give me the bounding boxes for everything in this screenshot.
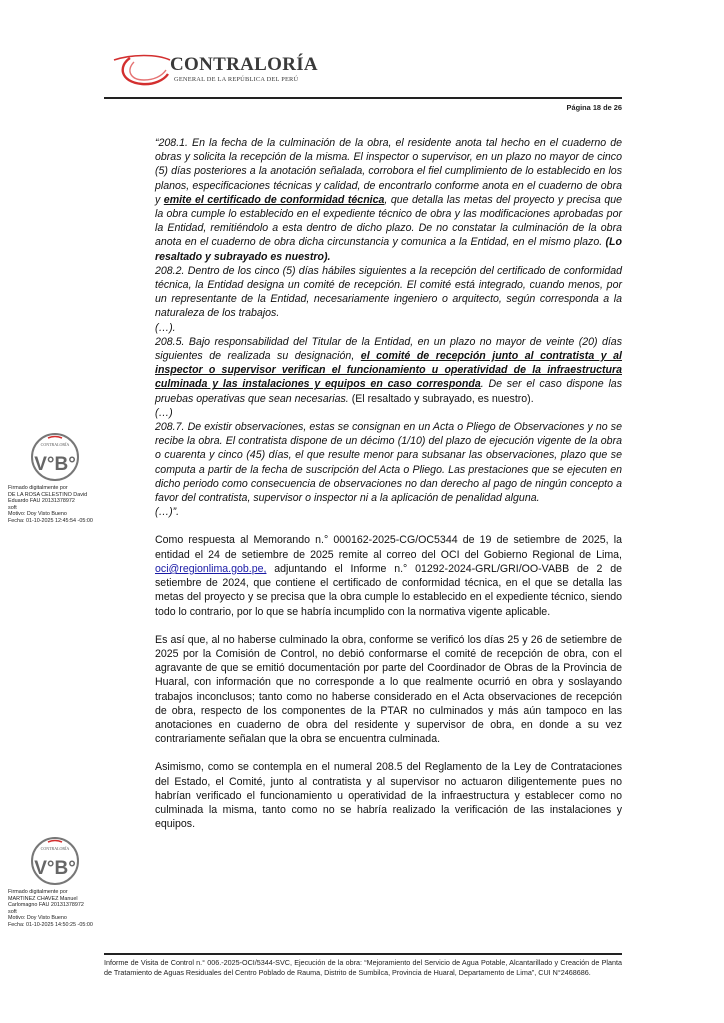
sig-line: Carlomagno FAU 20131378972 bbox=[8, 902, 84, 909]
signature-info bbox=[8, 485, 118, 525]
text: adjuntando el Informe n.° 01292-2024-GRL/GRI/OO-VABB de 2 de setiembre de 2024, que contiene el certificado de conformidad técnica, en el que se detalla las metas del proyecto y se precisa que la obra cumple lo establecido en el expediente técnico, siendo todo lo contrario, por lo que se habría incumplido con la normativa vigente aplicable. bbox=[155, 562, 622, 618]
text: Como respuesta al Memorando n.° 000162-2025-CG/OC5344 de 19 de setiembre de 2025, la entidad el 24 de setiembre de 2025 remite al correo del OCI del Gobierno Regional de Lima, bbox=[155, 534, 622, 561]
ellipsis-end: (…)”. bbox=[155, 506, 180, 519]
quote-208-5 bbox=[155, 335, 622, 406]
emphasis-text: emite el certificado de conformidad técnica bbox=[163, 193, 385, 206]
signature-stamp bbox=[8, 432, 118, 525]
ellipsis: (…). bbox=[155, 321, 176, 334]
quote-208-1 bbox=[155, 136, 622, 264]
logo-subtitle: GENERAL DE LA REPÚBLICA DEL PERÚ bbox=[174, 76, 299, 83]
vb-seal-icon bbox=[30, 432, 80, 482]
svg-text:CONTRALORÍA: CONTRALORÍA bbox=[40, 846, 70, 851]
sig-line: Motivo: Doy Visto Bueno bbox=[8, 915, 67, 922]
sig-line: Fecha: 01-10-2025 12:45:54 -05:00 bbox=[8, 517, 93, 524]
quote-208-7: 208.7. De existir observaciones, estas se consignan en un Acta o Pliego de Observaciones y no se recibe la obra. El contratista dispone de un décimo (1/10) del plazo de ejecución vigente de la obra o cuarenta y cinco (45) días, el que resulte menor para subsanar las observaciones, plazo que se computa a partir de la fecha de suscripción del Acta o Pliego. Las prestaciones que se ejecuten en dicho periodo como consecuencia de observaciones no dan derecho al pago de ningún concepto a favor del contratista, supervisor o inspector ni a la aplicación de penalidad alguna. bbox=[155, 421, 622, 505]
emphasis-note: (El resaltado y subrayado, es nuestro). bbox=[351, 392, 534, 405]
email-link[interactable]: oci@regionlima.gob.pe, bbox=[155, 562, 267, 575]
logo-title: CONTRALORÍA bbox=[170, 54, 318, 75]
page-footer: Informe de Visita de Control n.° 006.-2025-OCI/5344-SVC, Ejecución de la obra: “Mejoramiento del Servicio de Agua Potable, Alcantarillado y Creación de Planta de Tratamiento de Aguas Residuales del Centro Poblado de Rauma, Distrito de Sumbilca, Provincia de Huaral, Departamento de Lima”, CUI N°2468686. bbox=[104, 958, 622, 977]
paragraph-memorando bbox=[155, 533, 622, 618]
signature-stamp bbox=[8, 836, 118, 929]
ellipsis: (…) bbox=[155, 406, 173, 419]
sig-line: DE LA ROSA CELESTINO David bbox=[8, 491, 88, 498]
paragraph-asimismo: Asimismo, como se contempla en el numeral 208.5 del Reglamento de la Ley de Contrataciones del Estado, el Comité, junto al contratista y al supervisor no actuaron diligentemente pues no habrían verificado el funcionamiento u operatividad de la infraestructura y establecer como no culminada la misma, tanto como no se habría realizado la verificación de las instalaciones y equipos. bbox=[155, 761, 622, 831]
paragraph-conclusion: Es así que, al no haberse culminado la obra, conforme se verificó los días 25 y 26 de setiembre de 2025 por la Comisión de Control, no debió conformarse el comité de recepción de obra, con el agravante de que se emitió documentación por parte del Coordinador de Obras de la Provincia de Huaral, con información que no corresponde a lo que realmente ocurrió en obra y soslayando trabajos inconclusos; tanto como no haberse considerado en el Acta observaciones de recepción de obra, respecto de los componentes de la PTAR no culminados y más aún tampoco en las anotaciones en cuaderno de obra del residente y supervisor de obra, en donde a su vez contrariamente señalan que la obra se encuentra culminada. bbox=[155, 633, 622, 746]
sig-line: Fecha: 01-10-2025 14:50:25 -05:00 bbox=[8, 921, 93, 928]
footer-divider bbox=[104, 953, 622, 955]
contraloria-swoosh-icon bbox=[112, 52, 172, 92]
text: “208.1. En la fecha de la culminación de la obra, el residente anota tal hecho en el cuaderno de obras y solicita la recepción de la misma. El inspector o supervisor, en un plazo no mayor de cinco (5) días posteriores a la anotación señalada, corrobora el fiel cumplimiento de lo establecido en los planos, especificaciones técnicas y calidad, de encontrarlo conforme anota en el cuaderno de obra y bbox=[155, 137, 622, 206]
sig-line: MARTINEZ CHAVEZ Manuel bbox=[8, 895, 78, 902]
header-divider bbox=[104, 97, 622, 99]
text: , que detalla las metas del proyecto y precisa que la obra cumple lo establecido en el expediente técnico de obra y las modificaciones aprobadas por la Entidad, remitiéndolo a esta dentro de dicho plazo. De no constatar la culminación de la obra anota en el cuaderno de obra dicha circunstancia y comunica a la Entidad, en el mismo plazo. bbox=[155, 193, 623, 249]
sig-line: Firmado digitalmente por bbox=[8, 889, 68, 895]
signature-info bbox=[8, 889, 118, 929]
quote-208-2: 208.2. Dentro de los cinco (5) días hábiles siguientes a la recepción del certificado de conformidad técnica, la Entidad designa un comité de recepción. El comité está integrado, cuando menos, por un representante de la Entidad, necesariamente ingeniero o arquitecto, según corresponda a la naturaleza de los trabajos. bbox=[155, 264, 622, 320]
text: 208.5. Bajo responsabilidad del Titular de la Entidad, en un plazo no mayor de veinte (20) días siguientes de realizada su designación, bbox=[155, 335, 622, 363]
emphasis-note: (Lo resaltado y subrayado es nuestro). bbox=[155, 236, 622, 263]
text: . De ser el caso dispone las pruebas operativas que sean necesarias. bbox=[155, 378, 622, 405]
sig-line: soft bbox=[8, 504, 17, 511]
sig-line: soft bbox=[8, 908, 17, 915]
document-body bbox=[155, 136, 622, 831]
sig-line: Eduardo FAU 20131378972 bbox=[8, 498, 75, 505]
svg-text:CONTRALORÍA: CONTRALORÍA bbox=[40, 442, 70, 447]
sig-line: Firmado digitalmente por bbox=[8, 485, 68, 491]
emphasis-text: el comité de recepción junto al contratista y al inspector o supervisor verifican el funcionamiento u operatividad de la infraestructura culminada y las instalaciones y equipos en caso corresponda bbox=[155, 350, 623, 391]
page-number: Página 18 de 26 bbox=[566, 103, 622, 112]
vb-seal-icon bbox=[30, 836, 80, 886]
contraloria-logo bbox=[112, 52, 332, 92]
svg-text:V°B°: V°B° bbox=[34, 858, 76, 879]
svg-text:V°B°: V°B° bbox=[34, 454, 76, 475]
sig-line: Motivo: Doy Visto Bueno bbox=[8, 511, 67, 518]
